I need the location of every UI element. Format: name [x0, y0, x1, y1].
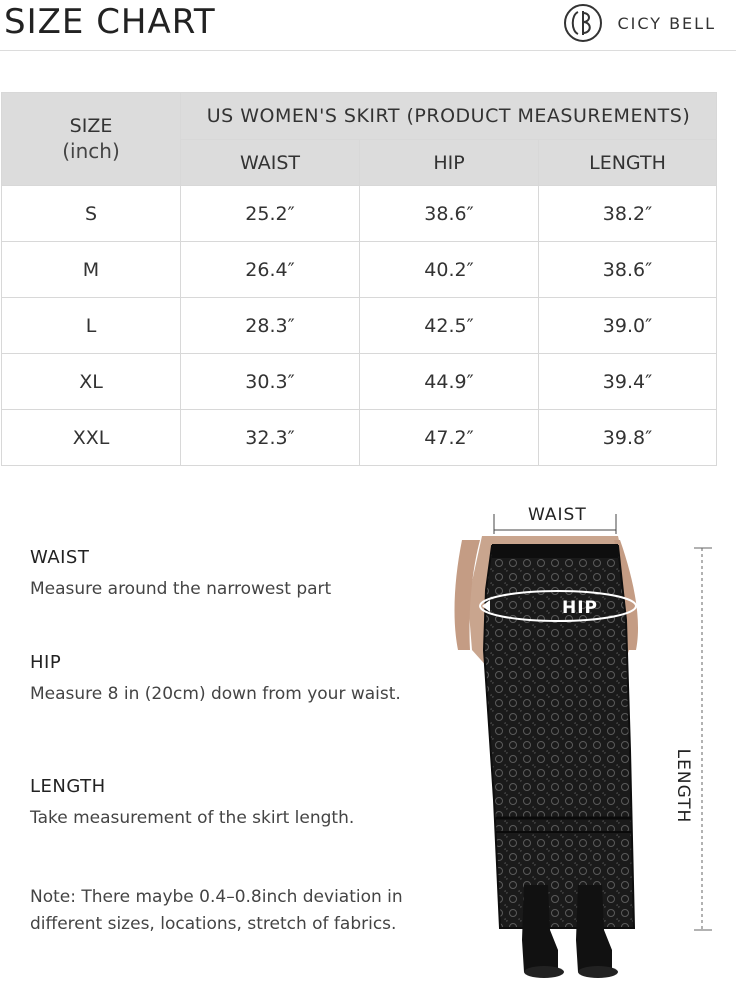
size-cell: XL — [2, 354, 181, 410]
column-header-waist: WAIST — [181, 140, 360, 186]
waist-cell: 30.3″ — [181, 354, 360, 410]
waist-cell: 32.3″ — [181, 410, 360, 466]
length-cell: 39.0″ — [539, 298, 717, 354]
table-row — [2, 242, 717, 298]
brand-logo-icon — [563, 3, 603, 43]
hip-guide — [30, 652, 410, 707]
length-cell: 39.4″ — [539, 354, 717, 410]
skirt-figure — [450, 500, 736, 989]
waistband — [492, 544, 618, 558]
skirt-illustration — [450, 500, 736, 989]
waist-guide-text: Measure around the narrowest part — [30, 579, 332, 599]
size-table — [1, 92, 717, 466]
waist-cell: 26.4″ — [181, 242, 360, 298]
table-row — [2, 186, 717, 242]
waist-cell: 25.2″ — [181, 186, 360, 242]
hip-cell: 38.6″ — [360, 186, 539, 242]
unit-label: (inch) — [62, 139, 120, 164]
deviation-note: Note: There maybe 0.4–0.8inch deviation in different sizes, locations, stretch of fabrics. — [30, 887, 403, 934]
table-row — [2, 298, 717, 354]
figure-length-label: LENGTH — [669, 746, 693, 826]
hip-cell: 47.2″ — [360, 410, 539, 466]
table-row — [2, 410, 717, 466]
size-header-cell — [2, 93, 181, 186]
waist-guide — [30, 547, 410, 602]
size-cell: L — [2, 298, 181, 354]
page-title: SIZE CHART — [4, 2, 216, 42]
group-header: US WOMEN'S SKIRT (PRODUCT MEASUREMENTS) — [181, 93, 717, 140]
left-sole — [524, 966, 564, 978]
length-guide-title: LENGTH — [30, 776, 106, 797]
figure-waist-label: WAIST — [528, 505, 587, 525]
table-row — [2, 354, 717, 410]
column-header-length: LENGTH — [539, 140, 717, 186]
hip-cell: 40.2″ — [360, 242, 539, 298]
length-guide-text: Take measurement of the skirt length. — [30, 808, 355, 828]
length-cell: 39.8″ — [539, 410, 717, 466]
size-cell: M — [2, 242, 181, 298]
brand — [563, 3, 716, 43]
size-cell: XXL — [2, 410, 181, 466]
hip-guide-title: HIP — [30, 652, 62, 673]
waist-cell: 28.3″ — [181, 298, 360, 354]
length-guide — [30, 776, 410, 831]
size-cell: S — [2, 186, 181, 242]
waist-guide-title: WAIST — [30, 547, 90, 568]
hip-guide-text: Measure 8 in (20cm) down from your waist. — [30, 684, 401, 704]
figure-hip-label: HIP — [562, 598, 599, 618]
brand-name: CICY BELL — [617, 13, 716, 33]
right-sole — [578, 966, 618, 978]
hip-cell: 42.5″ — [360, 298, 539, 354]
size-label: SIZE — [69, 114, 113, 137]
column-header-hip: HIP — [360, 140, 539, 186]
page-header — [0, 0, 736, 51]
length-cell: 38.6″ — [539, 242, 717, 298]
lace-skirt — [484, 546, 634, 928]
length-cell: 38.2″ — [539, 186, 717, 242]
hip-cell: 44.9″ — [360, 354, 539, 410]
